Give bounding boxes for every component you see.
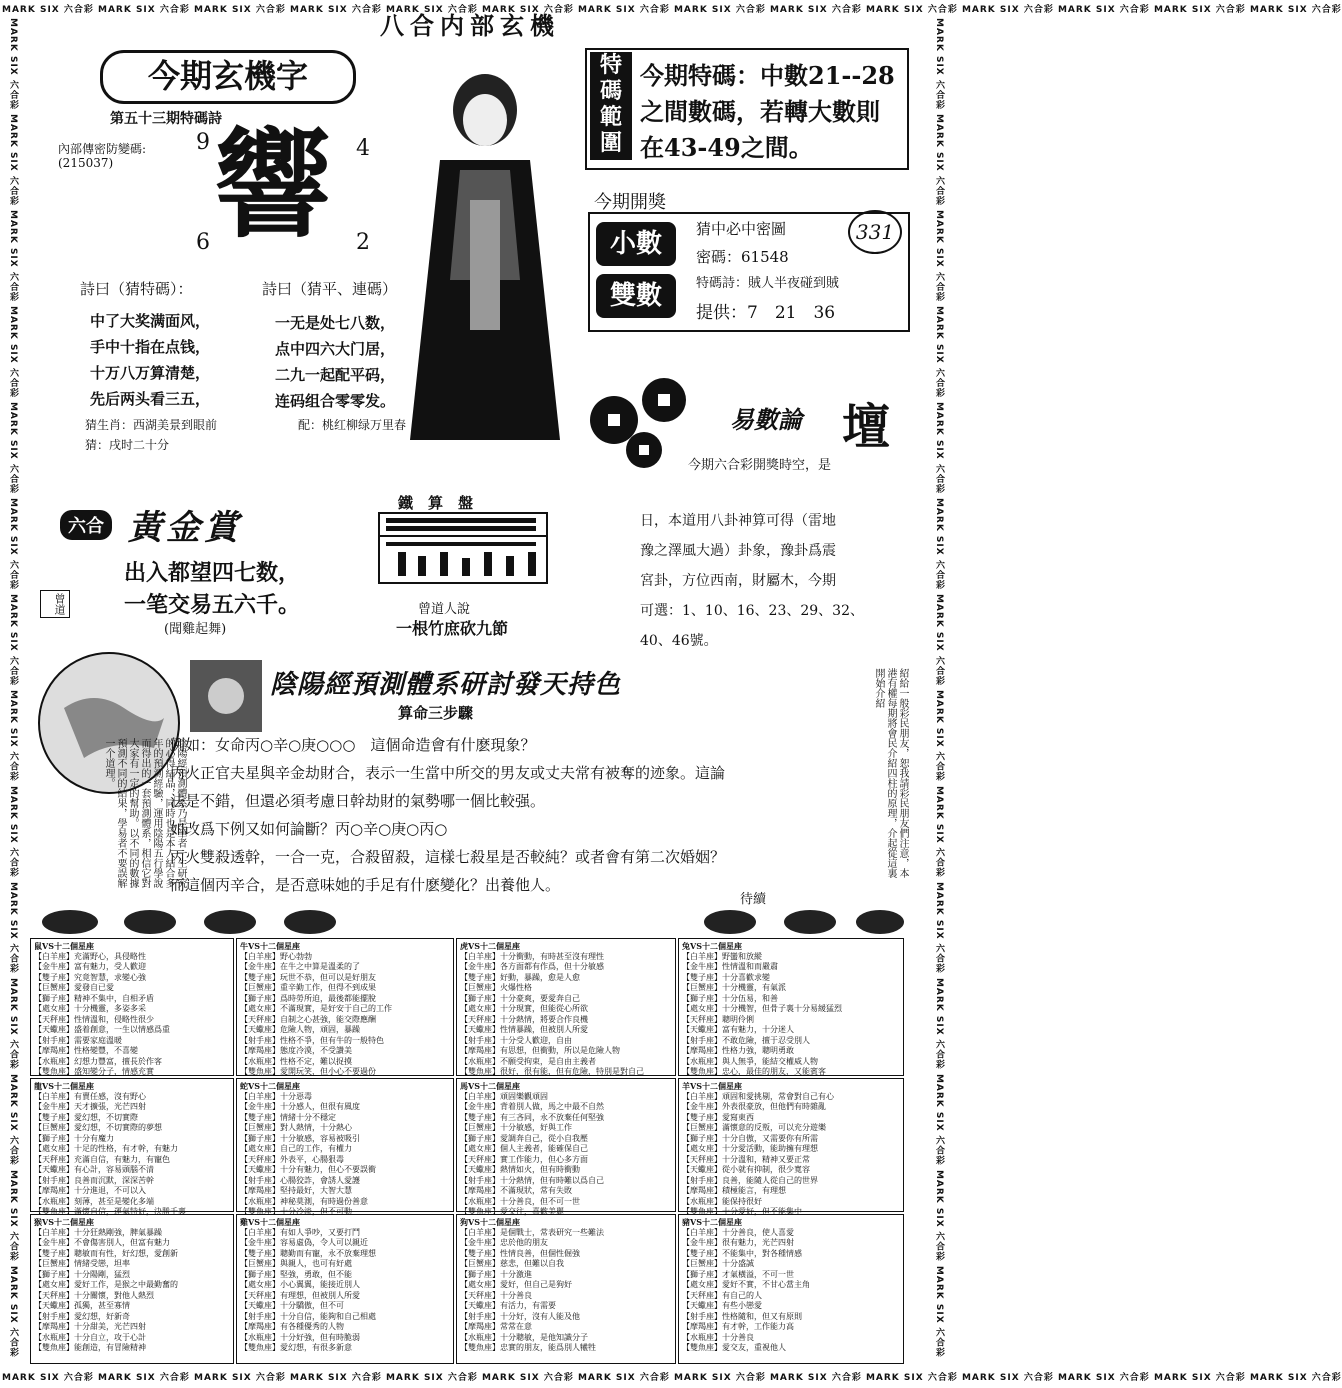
left-strip-text: MARK SIX 六合彩 MARK SIX 六合彩 MARK SIX 六合彩 MARK SIX 六合彩 MARK SIX 六合彩 MARK SIX 六合彩 MARK SIX 六合彩 MARK SIX 六合彩 MARK SIX 六合彩 MARK SIX 六合彩 MARK SIX 六合彩 MARK SIX 六合彩 MARK SIX 六合彩 MARK SIX 六合彩 (8, 18, 18, 1358)
gold-stamp: 曾道 (40, 590, 70, 618)
zodiac-row: 【摩羯座】有才幹，工作能力高 (682, 1322, 794, 1331)
zodiac-row: 【摩羯座】性格力強，聰明勇敢 (682, 1046, 794, 1055)
zodiac-row: 【天秤座】外表平，心腸狠毒 (240, 1154, 344, 1164)
zodiac-block (30, 938, 234, 1076)
corner-number-bl: 6 (196, 230, 210, 255)
code-label: 內部傳密防變碼: (58, 142, 147, 156)
right-poem-line: 连码组合零零发。 (275, 392, 396, 410)
zodiac-row: 【白羊座】有如人爭吵，又要打鬥 (240, 1227, 360, 1237)
zodiac-row: 【天秤座】有自己的人 (682, 1290, 762, 1300)
zodiac-row: 【天秤座】十分關懷，對他人熱烈 (34, 1290, 154, 1300)
mystery-banner: 今期玄機字 (100, 50, 356, 104)
zodiac-row: 【處女座】十分現實，但能從心所欲 (460, 1004, 588, 1013)
zodiac-row: 【處女座】十分愛活動，能助擁有理想 (682, 1144, 818, 1153)
draw-tag-even: 雙數 (596, 274, 676, 318)
zodiac-row: 【白羊座】十分惡毒 (240, 1091, 312, 1101)
zodiac-row: 【白羊座】有賣任感，沒有野心 (34, 1091, 146, 1101)
zodiac-row: 【金牛座】不會傷害別人，但富有魅力 (34, 1238, 170, 1247)
yishu-line: 日，本道用八卦神算可得（雷地 (640, 513, 836, 529)
zodiac-row: 【金牛座】在牛之中算是溫柔的了 (240, 962, 360, 971)
zodiac-row: 【雙魚座】愛幻想，有很多新意 (240, 1343, 352, 1352)
zodiac-row: 【獅子座】才氣橫溢，不可一世 (682, 1269, 794, 1279)
zodiac-block-title: 龍VS十二個星座 (34, 1081, 94, 1091)
article-line: 法是不錯，但還必須考慮日幹劫財的氣勢哪一個比較强。 (170, 792, 546, 810)
article-line: 丙火正官夫星與辛金劫財合，表示一生當中所交的男友或丈夫常有被奪的迹象。這論 (170, 764, 726, 782)
zodiac-row: 【處女座】自己的工作，有權力 (240, 1144, 352, 1153)
abacus-caption-2: 一根竹庶砍九節 (396, 619, 509, 638)
zodiac-row: 【金牛座】容易虛偽，令人可以親近 (240, 1238, 368, 1247)
zodiac-row: 【金牛座】性情溫和而嚴肅 (682, 962, 778, 971)
zodiac-row: 【水瓶座】刻薄，甚至是變化多端 (34, 1196, 154, 1206)
article-line: 如改爲下例又如何論斷？丙○辛○庚○丙○ (170, 820, 448, 838)
left-poem-line: 中了大奖满面风， (90, 312, 211, 330)
draw-guess-title: 猜中必中密圖 (696, 220, 787, 238)
zodiac-row: 【白羊座】頑固和愛挑剔，常會對自己有心 (682, 1091, 834, 1101)
zodiac-row: 【天蠍座】富有魅力，十分迷人 (682, 1025, 794, 1034)
gold-line: 一笔交易五六千。 (124, 592, 301, 618)
zodiac-row: 【射手座】十分好，沒有人能及他 (460, 1311, 580, 1321)
zodiac-block (678, 938, 904, 1076)
zodiac-block-title: 牛VS十二個星座 (240, 941, 300, 951)
draw-provide: 提供：7 21 36 (696, 303, 836, 323)
zodiac-row: 【天蠍座】有心計，容易頭腦不清 (34, 1165, 154, 1174)
corner-number-tl: 9 (196, 130, 210, 155)
gold-title: 黃金賞 (128, 508, 242, 548)
zodiac-row: 【雙子座】不能集中，對各種情感 (682, 1248, 802, 1258)
zodiac-row: 【摩羯座】有思想，但衝動，所以是危險人物 (460, 1046, 620, 1055)
right-poem-line: 一无是处七八数， (275, 314, 396, 332)
zodiac-row: 【摩羯座】積極能言，有理想 (682, 1186, 786, 1195)
zodiac-row: 【雙魚座】愛開玩笑，但小心不要過份 (240, 1067, 376, 1076)
photo-thumbnail-image (190, 660, 262, 732)
zodiac-row: 【天蠍座】從小就有抑制，很少寬容 (682, 1165, 810, 1174)
zodiac-row: 【巨蟹座】慈悲，但難以自我 (460, 1259, 564, 1268)
zodiac-row: 【金牛座】外表很豪放，但他們有時雜亂 (682, 1102, 826, 1111)
abacus-title: 鐵 算 盤 (398, 494, 474, 512)
left-poem-line: 十万八万算清楚， (90, 364, 211, 382)
draw-secret-code: 密碼：61548 (696, 248, 789, 266)
zodiac-row: 【雙魚座】盛知變分子，情感充實 (34, 1067, 154, 1076)
zodiac-block (236, 1078, 454, 1216)
zodiac-row: 【天蠍座】盛着創意，一生以情感爲重 (34, 1025, 170, 1034)
zodiac-row: 【獅子座】十分豪爽，要愛奔自己 (460, 993, 580, 1003)
zodiac-row: 【獅子座】十分陽剛，猛烈 (34, 1269, 130, 1279)
zodiac-block-title: 虎VS十二個星座 (460, 941, 520, 951)
article-line: 丙火雙殺透幹，一合一克，合殺留殺，這樣七殺星是否較純？或者會有第二次婚姻？ (170, 848, 726, 866)
zodiac-row: 【摩羯座】十分甜美，光芒四射 (34, 1322, 146, 1331)
gold-label: 六合 (60, 510, 112, 540)
article-right-column: 紹給一般彩民朋友，恕我請彩民朋友們注意，本港有權每期將會民介紹四柱的原理，介起從這裏開始介紹 (873, 668, 908, 878)
zodiac-row: 【射手座】性格不爭，但有牛的一般特色 (240, 1035, 384, 1045)
zodiac-row: 【天秤座】充滿自信，有魅力，有寵色 (34, 1154, 170, 1164)
guess-hint: 猜：戌时二十分 (85, 438, 170, 452)
zodiac-row: 【摩羯座】態度冷漠，不受讚美 (240, 1046, 352, 1055)
right-border-strip (926, 16, 948, 1368)
zodiac-row: 【雙魚座】忠實的朋友，能爲別人犧牲 (460, 1343, 596, 1352)
abacus-caption-1: 曾道人說 (418, 602, 471, 617)
zodiac-row: 【雙子座】聰敏而有性，好幻想，愛創新 (34, 1248, 178, 1258)
zodiac-row: 【巨蟹座】十分機靈，有氣派 (682, 983, 786, 992)
zodiac-row: 【天秤座】十分熱情，將要合作良機 (460, 1014, 588, 1024)
zodiac-row: 【水瓶座】十分聰敏，是他知識分子 (460, 1332, 588, 1342)
zodiac-block (236, 1214, 454, 1364)
issue-poem-label: 第五十三期特碼詩 (110, 111, 222, 127)
zodiac-row: 【水瓶座】十分自立，攻于心計 (34, 1332, 146, 1342)
zodiac-block-title: 豬VS十二個星座 (682, 1217, 742, 1227)
zodiac-row: 【處女座】愛好工作，是猴之中最勤奮的 (34, 1280, 178, 1289)
zodiac-block-title: 兔VS十二個星座 (682, 941, 742, 951)
zodiac-row: 【巨蟹座】十分盛誠 (682, 1259, 754, 1268)
zodiac-row: 【處女座】愛好不實，不甘心當主角 (682, 1280, 810, 1289)
special-range-label-char: 碼 (599, 78, 622, 104)
yishu-line: 可選：1、10、16、23、29、32、 (640, 603, 864, 619)
zodiac-row: 【巨蟹座】滿懷意的反叛，可以充分遊樂 (682, 1123, 826, 1132)
zodiac-row: 【雙魚座】很好，很有能，但有危險，特別是對自己 (460, 1067, 644, 1076)
zodiac-row: 【巨蟹座】愛幻想，不切實際的夢想 (34, 1123, 162, 1132)
zodiac-row: 【射手座】需要家庭溫暖 (34, 1035, 122, 1045)
zodiac-row: 【雙子座】好動，暴躁，愈是人愈 (460, 972, 580, 982)
zodiac-block (456, 1214, 676, 1364)
special-range-line: 之間數碼，若轉大數則 (640, 97, 880, 126)
draw-special-poem: 特碼詩：賊人半夜碰到賊 (696, 276, 840, 291)
zodiac-row: 【巨蟹座】十分敏感，好與工作 (460, 1123, 572, 1132)
zodiac-row: 【水瓶座】十分善良，但不可一世 (460, 1196, 580, 1206)
zodiac-row: 【摩羯座】性格變豐，不喜變 (34, 1046, 138, 1055)
top-strip-text: MARK SIX 六合彩 MARK SIX 六合彩 MARK SIX 六合彩 MARK SIX 六合彩 MARK SIX 六合彩 MARK SIX 六合彩 MARK SIX 六合彩 MARK SIX 六合彩 MARK SIX 六合彩 MARK SIX 六合彩 MARK SIX 六合彩 MARK SIX 六合彩 MARK SIX 六合彩 MARK SIX 六合彩 (2, 5, 1342, 15)
zodiac-row: 【白羊座】野蠻和放縱 (682, 951, 762, 961)
zodiac-row: 【金牛座】忠於他的朋友 (460, 1238, 548, 1247)
big-mystery-char: 響 (214, 115, 333, 254)
zodiac-block-title: 馬VS十二個星座 (460, 1081, 520, 1091)
zodiac-row: 【摩羯座】十分進退，不可以入 (34, 1186, 146, 1195)
zodiac-row: 【巨蟹座】情緒受戀，坦率 (34, 1259, 130, 1268)
zodiac-row: 【雙魚座】十分冷淡，但不可動 (240, 1207, 352, 1216)
left-poem-title: 詩曰（猜特碼）： (80, 280, 193, 298)
left-poem-line: 先后两头看三五， (90, 390, 211, 408)
zodiac-row: 【雙魚座】愛交往，喜歡美麗 (460, 1207, 564, 1216)
zodiac-row: 【水瓶座】與人無爭，能結交權威人物 (682, 1056, 818, 1066)
bottom-border-strip (0, 1368, 1342, 1388)
bottom-strip-text: MARK SIX 六合彩 MARK SIX 六合彩 MARK SIX 六合彩 MARK SIX 六合彩 MARK SIX 六合彩 MARK SIX 六合彩 MARK SIX 六合彩 MARK SIX 六合彩 MARK SIX 六合彩 MARK SIX 六合彩 MARK SIX 六合彩 MARK SIX 六合彩 MARK SIX 六合彩 MARK SIX 六合彩 (2, 1373, 1342, 1383)
right-poem-line: 点中四六大门居， (275, 340, 396, 358)
zodiac-block-title: 鼠VS十二個星座 (34, 941, 94, 951)
left-poem-line: 手中十指在点钱， (90, 338, 211, 356)
zodiac-row: 【雙魚座】能創造，有冒險精神 (34, 1343, 146, 1352)
yishu-big-char: 壇 (842, 399, 891, 455)
zodiac-row: 【天秤座】有理想，但被別人所愛 (240, 1290, 360, 1300)
zodiac-row: 【天蠍座】十分驕傲，但不可 (240, 1301, 344, 1310)
zodiac-row: 【雙魚座】十分愛好，但不能集中 (682, 1207, 802, 1216)
zodiac-row: 【白羊座】十分狂熱剛強，脾氣暴躁 (34, 1227, 162, 1237)
zodiac-row: 【射手座】十分受人歡迎，自由 (460, 1035, 572, 1045)
pair-hint: 配：桃红柳绿万里春 (298, 418, 407, 432)
zodiac-row: 【金牛座】十分感人，但很有風度 (240, 1102, 360, 1111)
zodiac-block-title: 狗VS十二個星座 (460, 1217, 520, 1227)
page-title: 八合内部玄機 (380, 11, 560, 40)
zodiac-row: 【射手座】良善，能隨人從自己的世界 (682, 1175, 818, 1185)
zodiac-row: 【獅子座】十分有魔力 (34, 1133, 114, 1143)
special-range-label-char: 圍 (599, 130, 622, 156)
zodiac-row: 【水瓶座】神秘莫測，有時過份善意 (240, 1196, 368, 1206)
article-subtitle: 算命三步驟 (398, 704, 474, 722)
zodiac-row: 【雙子座】情緒十分不穩定 (240, 1112, 336, 1122)
left-border-strip (0, 16, 22, 1368)
zodiac-block-title: 蛇VS十二個星座 (240, 1081, 300, 1091)
yishu-line: 宮卦，方位西南，財屬木，今期 (640, 573, 836, 589)
zodiac-row: 【天秤座】十分溫和，精神又要正常 (682, 1154, 810, 1164)
zodiac-row: 【水瓶座】幻想力豐富，擅長於作客 (34, 1056, 162, 1066)
zodiac-row: 【獅子座】愛調奔自己，從小自我壓 (460, 1133, 588, 1143)
code-number: (215037) (58, 156, 114, 170)
zodiac-row: 【金牛座】很有魅力，光芒四射 (682, 1238, 794, 1247)
zodiac-block (678, 1078, 904, 1216)
zodiac-row: 【射手座】良善而沉默，深深苦幹 (34, 1175, 154, 1185)
zodiac-row: 【雙子座】愛寫東西 (682, 1112, 754, 1122)
zodiac-row: 【獅子座】堅強，勇敢，但不能 (240, 1269, 352, 1279)
zodiac-row: 【獅子座】十分激進 (460, 1269, 532, 1279)
gold-note: (聞雞起舞) (164, 622, 227, 637)
zodiac-row: 【天秤座】實工作能力，但心多方面 (460, 1154, 588, 1164)
zodiac-row: 【天蠍座】孤獨，甚至寡情 (34, 1301, 130, 1310)
zodiac-row: 【水瓶座】能保持很好 (682, 1196, 762, 1206)
zodiac-row: 【天蠍座】危險人物，頑固，暴躁 (240, 1025, 360, 1034)
article-line: 例如：女命丙○辛○庚○○○ 這個命造會有什麽現象？ (170, 736, 536, 754)
zodiac-row: 【射手座】十分自信，能夠和自己相處 (240, 1311, 376, 1321)
zodiac-row: 【巨蟹座】重辛勤工作，但得不到成果 (240, 983, 376, 992)
zodiac-row: 【射手座】十分熱情，但有時難以爲自己 (460, 1175, 604, 1185)
right-poem-title: 詩曰（猜平、連碼） (262, 280, 398, 298)
zodiac-row: 【天蠍座】有活力，有需要 (460, 1301, 556, 1310)
zodiac-row: 【雙子座】玩世不恭，但可以是好朋友 (240, 972, 376, 982)
zodiac-row: 【摩羯座】堅持最好，大智大慧 (240, 1186, 352, 1195)
special-range-label-char: 範 (599, 104, 622, 130)
zodiac-row: 【白羊座】是個戰士，常表研究一些難法 (460, 1227, 604, 1237)
zodiac-row: 【處女座】不滿現實，是好安于自己的工作 (240, 1004, 392, 1013)
corner-number-tr: 4 (356, 136, 370, 161)
zodiac-row: 【天秤座】聰明伶俐 (682, 1014, 754, 1024)
zodiac-row: 【獅子座】精神不集中，自相矛盾 (34, 993, 154, 1003)
zodiac-row: 【巨蟹座】火爆性格 (460, 983, 532, 992)
zodiac-row: 【雙子座】有三吝同，永不放棄任何堅強 (460, 1112, 604, 1122)
zodiac-row: 【天蠍座】有些小戀愛 (682, 1301, 762, 1310)
yishu-line: 40、46號。 (640, 633, 718, 649)
zodiac-row: 【白羊座】十分衝動，有時甚至沒有理性 (460, 951, 604, 961)
zodiac-block-title: 猴VS十二個星座 (34, 1217, 94, 1227)
zodiac-row: 【獅子座】十分敏感，容易被吸引 (240, 1133, 360, 1143)
article-line: 而這個丙辛合，是否意味她的手足有什麽變化？出養他人。 (170, 876, 561, 894)
zodiac-row: 【天秤座】自制之心甚強，能交際應酬 (240, 1014, 376, 1024)
zodiac-row: 【水瓶座】十分好強，但有時脆弱 (240, 1332, 360, 1342)
zodiac-hint: 猜生肖：西湖美景到眼前 (85, 418, 218, 432)
zodiac-row: 【雙子座】愛幻想，不切實際 (34, 1112, 138, 1122)
zodiac-row: 【射手座】性格隨和，但又有原則 (682, 1311, 802, 1321)
abacus-image (378, 512, 548, 584)
zodiac-row: 【巨蟹座】對人熱情，十分熱心 (240, 1123, 352, 1132)
zodiac-block (236, 938, 454, 1076)
zodiac-block (30, 1078, 234, 1216)
zodiac-row: 【雙魚座】忠心，最佳的朋友，又能賓客 (682, 1067, 826, 1076)
zodiac-block-title: 羊VS十二個星座 (682, 1081, 742, 1091)
yishu-line: 豫之澤風大過）卦象，豫卦爲震 (640, 543, 836, 559)
right-poem-line: 二九一起配平码， (275, 366, 396, 384)
article-continued: 待續 (740, 892, 767, 907)
zodiac-row: 【雙魚座】滿懷自信，運氣特好，決勝千裏 (34, 1207, 186, 1216)
zodiac-row: 【摩羯座】有各種優秀的人物 (240, 1322, 344, 1331)
special-range-line: 今期特碼：中數21--28 (640, 61, 895, 90)
zodiac-row: 【白羊座】充滿野心，具侵略性 (34, 951, 146, 961)
deity-figure-image (400, 60, 570, 440)
zodiac-block (678, 1214, 904, 1364)
zodiac-row: 【雙子座】究竟智慧，求變心強 (34, 972, 146, 982)
zodiac-row: 【天蠍座】熱情如火，但有時衝動 (460, 1165, 580, 1174)
zodiac-row: 【金牛座】各方面都有作爲，但十分敏感 (460, 962, 604, 971)
zodiac-row: 【雙子座】性情良善，但個性倔強 (460, 1248, 580, 1258)
zodiac-row: 【天蠍座】性情暴躁，但被別人所愛 (460, 1025, 588, 1034)
zodiac-block (456, 1078, 676, 1216)
zodiac-row: 【水瓶座】十分善良 (682, 1332, 754, 1342)
zodiac-row: 【處女座】個人主義者，能確保自己 (460, 1144, 588, 1153)
zodiac-row: 【處女座】小心翼翼，能接近別人 (240, 1280, 360, 1289)
zodiac-row: 【巨蟹座】與親人，也可有好處 (240, 1259, 352, 1268)
zodiac-row: 【白羊座】頑固樂觀頑固 (460, 1091, 548, 1101)
zodiac-row: 【金牛座】天才擴張，光芒四射 (34, 1102, 146, 1111)
zodiac-row: 【獅子座】十分自傲，又需要你有所需 (682, 1133, 818, 1143)
right-strip-text: MARK SIX 六合彩 MARK SIX 六合彩 MARK SIX 六合彩 MARK SIX 六合彩 MARK SIX 六合彩 MARK SIX 六合彩 MARK SIX 六合彩 MARK SIX 六合彩 MARK SIX 六合彩 MARK SIX 六合彩 MARK SIX 六合彩 MARK SIX 六合彩 MARK SIX 六合彩 MARK SIX 六合彩 (934, 18, 944, 1358)
draw-title: 今期開獎 (594, 192, 666, 213)
zodiac-row: 【摩羯座】不滿現狀，常有失敗 (460, 1186, 572, 1195)
zodiac-block (30, 1214, 234, 1364)
draw-circle: 331 (848, 210, 902, 254)
zodiac-row: 【處女座】十足的性格，有才幹，有魅力 (34, 1144, 178, 1153)
zodiac-row: 【金牛座】背着別人做，馬之中最不自然 (460, 1102, 604, 1111)
draw-tag-small: 小數 (596, 222, 676, 266)
corner-number-br: 2 (356, 230, 370, 255)
zodiac-animals-image (30, 900, 920, 940)
article-left-column: 陰陽經預測體系乃是筆者一生研究的心得結晶，同時也是本人結合多年的預測經驗，運用陰陽五行學說而得出的一套預測體系，相信它對大家有一定的幫助。以不同的數據預測不同的結果，學易者不要誤解一个道理。 (103, 738, 186, 888)
special-range-line: 在43-49之間。 (640, 133, 813, 162)
article-banner: 陰陽經預測體系研討發天持色 (270, 670, 622, 700)
zodiac-block (456, 938, 676, 1076)
zodiac-row: 【射手座】不敢危險，擅于忍受別人 (682, 1035, 810, 1045)
zodiac-row: 【巨蟹座】愛發自已愛 (34, 983, 114, 992)
zodiac-row: 【天蠍座】十分有魅力，但心不要誤衝 (240, 1165, 376, 1174)
zodiac-row: 【處女座】十分機靈，多姿多采 (34, 1004, 146, 1013)
yishu-title: 易數論 (730, 405, 802, 434)
zodiac-row: 【雙魚座】愛交友，重視他人 (682, 1343, 786, 1352)
zodiac-row: 【白羊座】野心勃勃 (240, 951, 312, 961)
zodiac-row: 【射手座】愛幻想，好新奇 (34, 1311, 130, 1321)
zodiac-row: 【摩羯座】常常在意 (460, 1322, 532, 1331)
zodiac-row: 【射手座】心腸狡詐，會誘人愛護 (240, 1175, 360, 1185)
gold-line: 出入都望四七数， (124, 560, 301, 586)
zodiac-row: 【處女座】十分機智，但骨子裏十分易緩猛烈 (682, 1004, 842, 1013)
zodiac-row: 【雙子座】十分喜歡求變 (682, 972, 770, 982)
zodiac-row: 【天秤座】十分善良 (460, 1290, 532, 1300)
special-range-label (590, 52, 632, 160)
zodiac-row: 【雙子座】聰勤而有寵，永不放棄理想 (240, 1248, 376, 1258)
zodiac-block-title: 雞VS十二個星座 (240, 1217, 300, 1227)
zodiac-row: 【白羊座】十分善良，使人喜愛 (682, 1227, 794, 1237)
zodiac-row: 【獅子座】十分伍易，和善 (682, 993, 778, 1003)
zodiac-row: 【獅子座】爲時勞所迫，最後都能擺脫 (240, 993, 376, 1003)
special-range-label-char: 特 (599, 52, 622, 78)
zodiac-row: 【處女座】愛好，但自己是狗好 (460, 1280, 572, 1289)
zodiac-row: 【水瓶座】不願受拘束，是自由主義者 (460, 1056, 596, 1066)
zodiac-row: 【水瓶座】性格不定，難以捉摸 (240, 1056, 352, 1066)
zodiac-row: 【金牛座】富有魅力，受人歡迎 (34, 962, 146, 971)
zodiac-row: 【天秤座】性情溫和，侵略性很少 (34, 1014, 154, 1024)
yishu-line: 今期六合彩開獎時空，是 (688, 458, 832, 473)
